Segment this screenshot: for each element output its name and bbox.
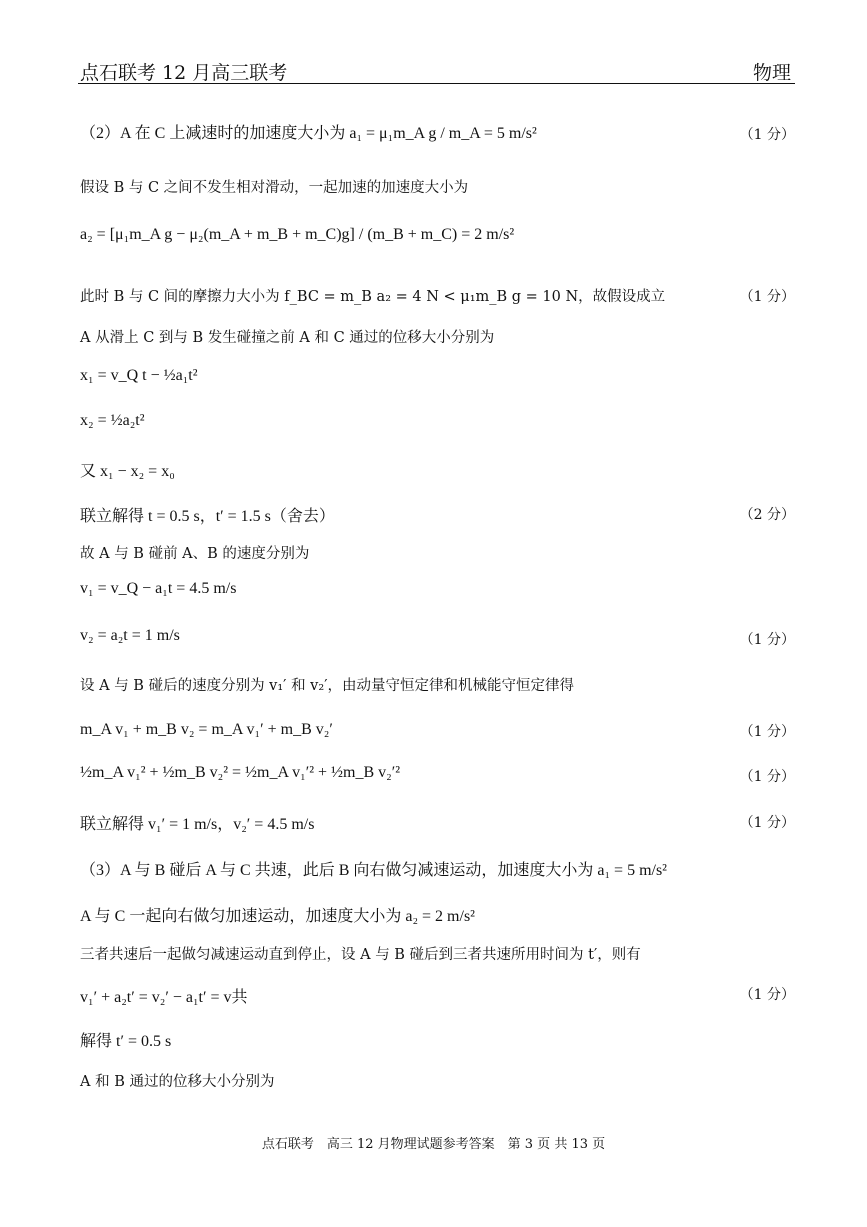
score-label: （1 分） (739, 632, 795, 648)
solution-line: a₂ = [μ₁m_A g − μ₂(m_A + m_B + m_C)g] / (m_B + m_C) = 2 m/s² (80, 226, 515, 243)
page-header-subject: 物理 (752, 62, 791, 84)
page-header-title: 点石联考 12 月高三联考 (80, 62, 288, 84)
solution-line: （2）A 在 C 上减速时的加速度大小为 a₁ = μ₁m_A g / m_A = 5 m/s² (80, 125, 537, 142)
solution-line: 联立解得 v₁′ = 1 m/s，v₂′ = 4.5 m/s (80, 816, 315, 833)
score-label: （2 分） (739, 507, 795, 523)
solution-line: x₂ = ½a₂t² (80, 412, 145, 429)
solution-line: m_A v₁ + m_B v₂ = m_A v₁′ + m_B v₂′ (80, 721, 333, 738)
solution-line: 假设 B 与 C 之间不发生相对滑动，一起加速的加速度大小为 (80, 180, 469, 196)
solution-line: 故 A 与 B 碰前 A、B 的速度分别为 (80, 546, 310, 562)
solution-line: A 和 B 通过的位移大小分别为 (80, 1074, 275, 1090)
score-label: （1 分） (739, 987, 795, 1003)
score-label: （1 分） (739, 127, 795, 143)
header-divider (78, 83, 795, 84)
page-footer: 点石联考 高三 12 月物理试题参考答案 第 3 页 共 13 页 (261, 1137, 606, 1152)
solution-line: A 与 C 一起向右做匀加速运动，加速度大小为 a₂ = 2 m/s² (80, 908, 475, 925)
score-label: （1 分） (739, 815, 795, 831)
solution-line: A 从滑上 C 到与 B 发生碰撞之前 A 和 C 通过的位移大小分别为 (80, 330, 495, 346)
score-label: （1 分） (739, 769, 795, 785)
solution-line: v₁ = v_Q − a₁t = 4.5 m/s (80, 580, 237, 597)
score-label: （1 分） (739, 724, 795, 740)
solution-line: v₂ = a₂t = 1 m/s (80, 627, 180, 644)
solution-line: x₁ = v_Q t − ½a₁t² (80, 367, 198, 384)
solution-line: 联立解得 t = 0.5 s，t′ = 1.5 s（舍去） (80, 508, 335, 525)
solution-line: （3）A 与 B 碰后 A 与 C 共速，此后 B 向右做匀减速运动，加速度大小为 a₁ = 5 m/s² (80, 862, 667, 879)
solution-line: 又 x₁ − x₂ = x₀ (80, 463, 175, 480)
solution-line: ½m_A v₁² + ½m_B v₂² = ½m_A v₁′² + ½m_B v₂′² (80, 764, 401, 781)
solution-line: 设 A 与 B 碰后的速度分别为 v₁′ 和 v₂′，由动量守恒定律和机械能守恒定律得 (80, 678, 574, 694)
solution-line: 三者共速后一起做匀减速运动直到停止，设 A 与 B 碰后到三者共速所用时间为 t′，则有 (80, 947, 641, 963)
score-label: （1 分） (739, 289, 795, 305)
solution-line: v₁′ + a₂t′ = v₂′ − a₁t′ = v共 (80, 989, 248, 1006)
solution-line: 解得 t′ = 0.5 s (80, 1033, 172, 1050)
solution-line: 此时 B 与 C 间的摩擦力大小为 f_BC = m_B a₂ = 4 N < μ₁m_B g = 10 N，故假设成立 (80, 289, 666, 305)
